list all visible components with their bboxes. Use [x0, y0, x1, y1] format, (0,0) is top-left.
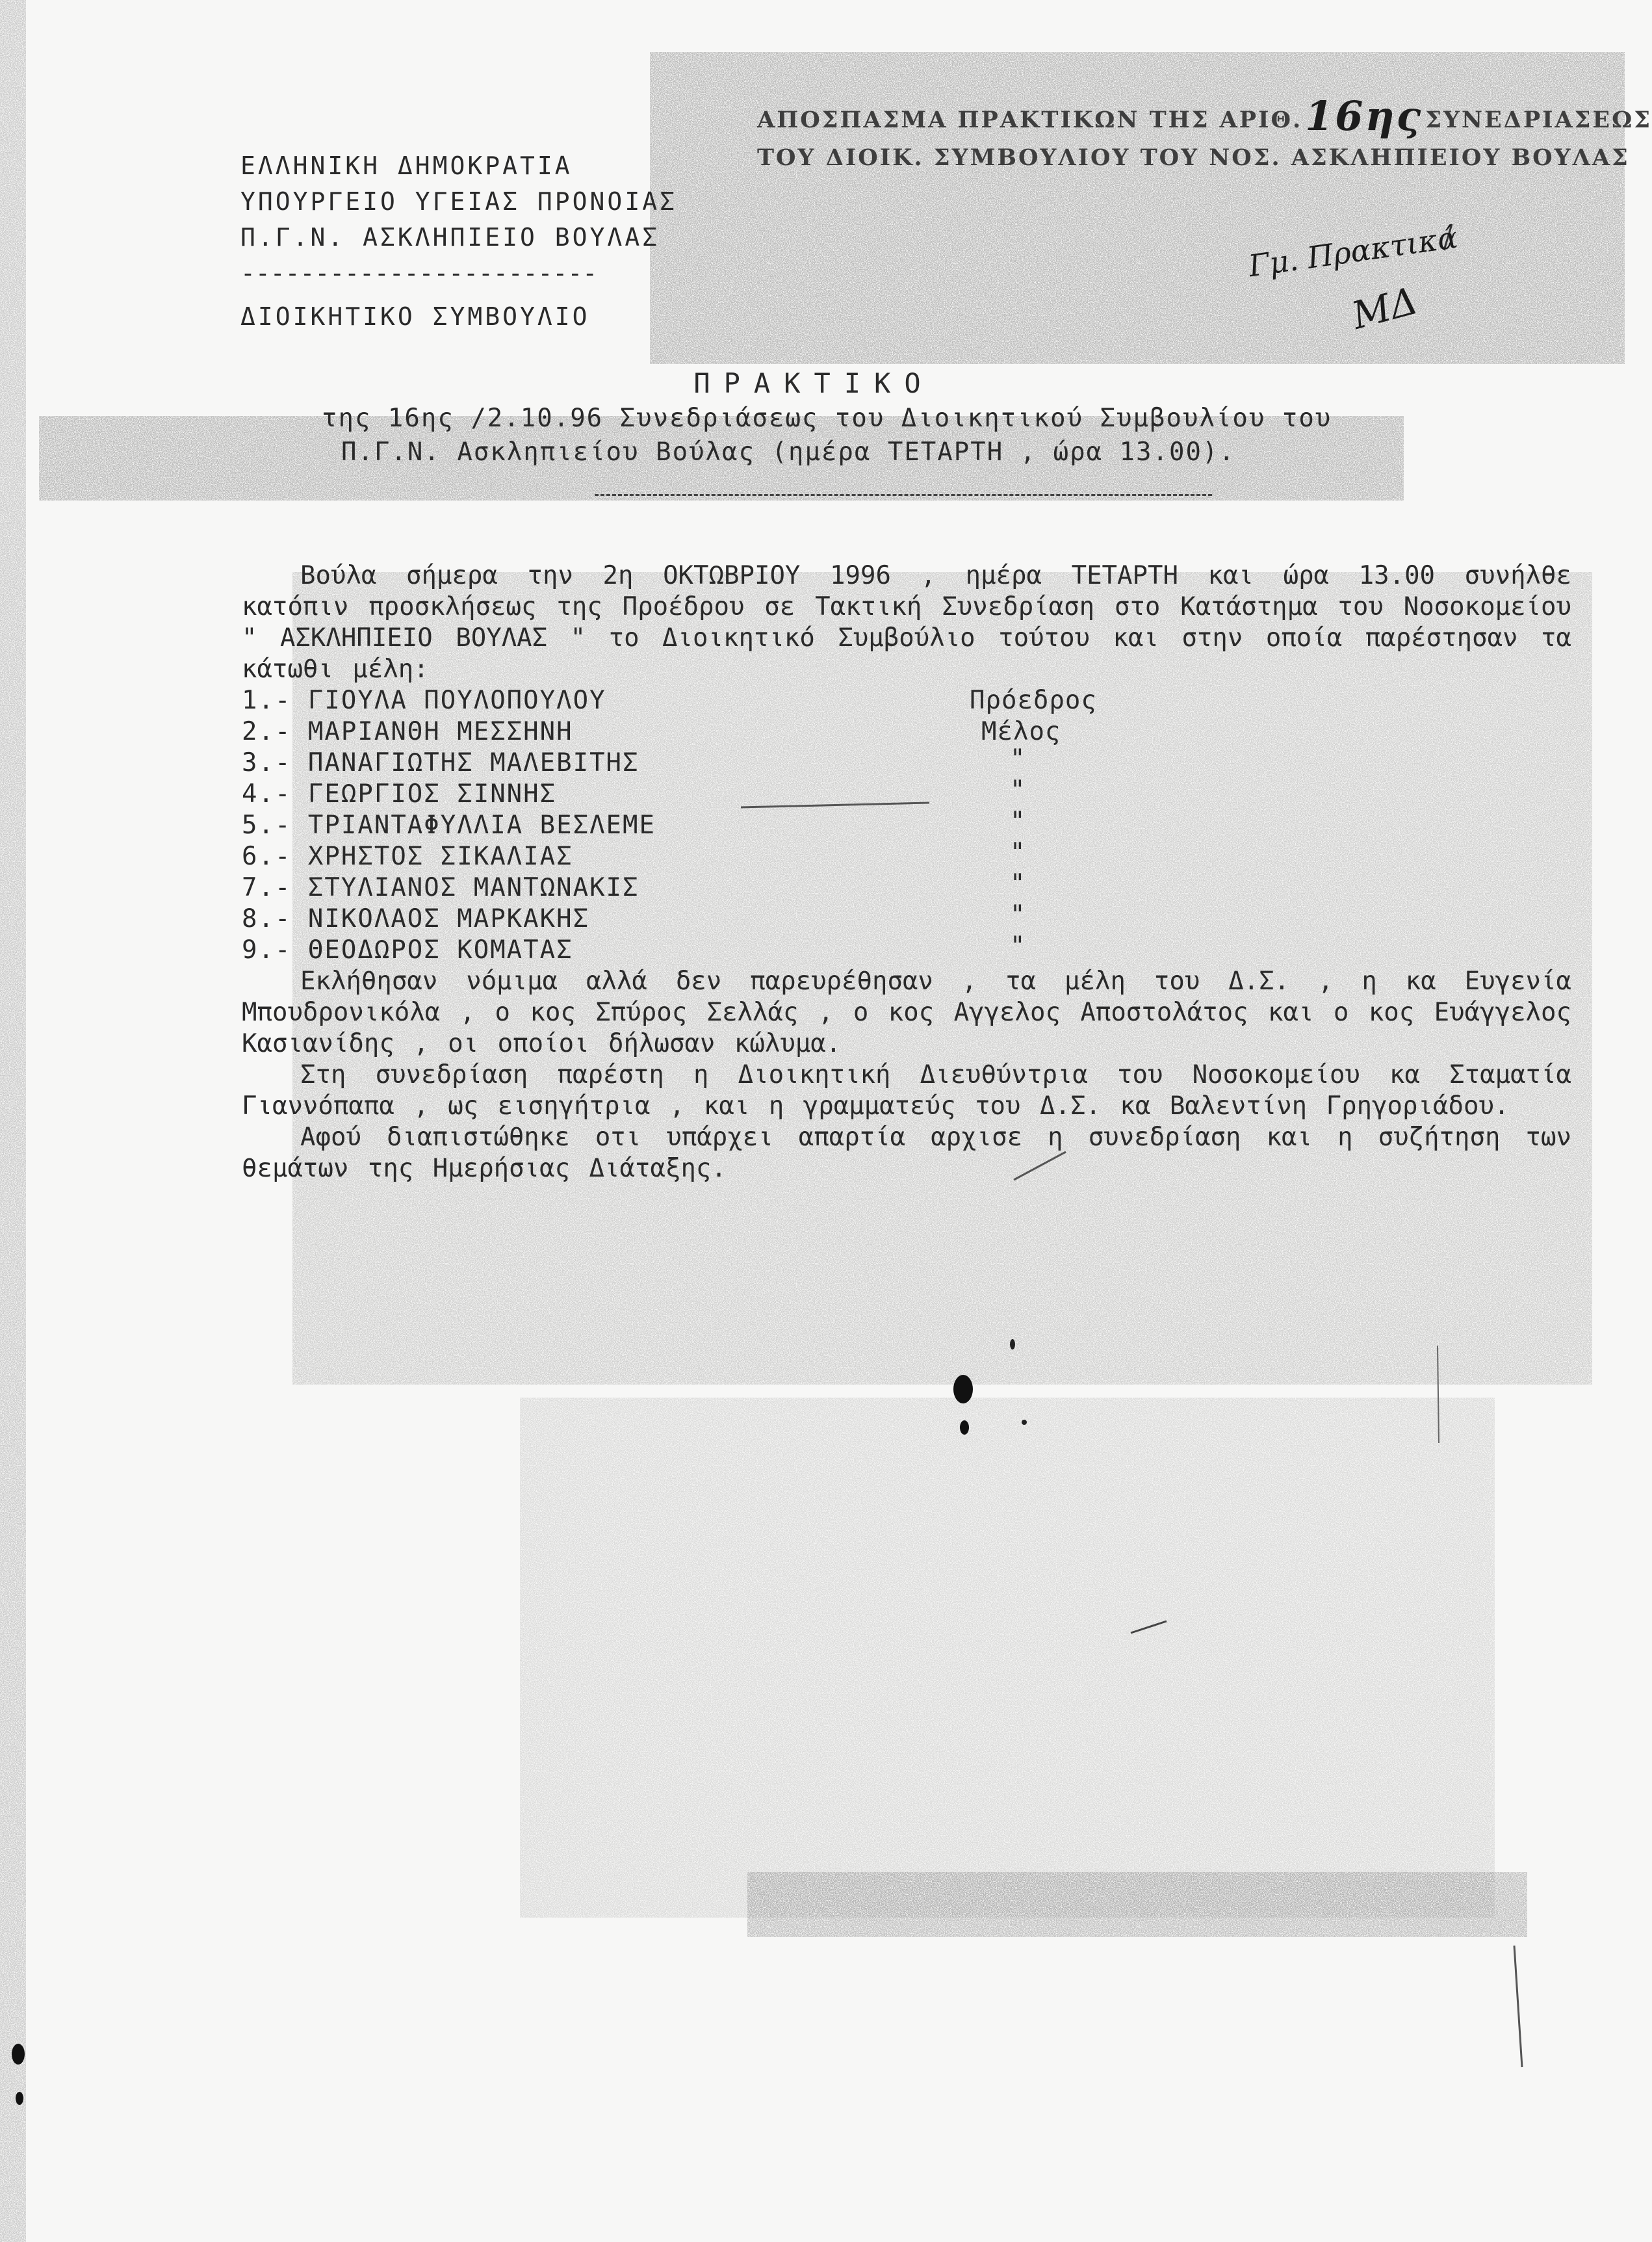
list-item [242, 744, 1571, 779]
member-name: 8.- ΝΙΚΟΛΑΟΣ ΜΑΡΚΑΚΗΣ [242, 904, 590, 933]
list-item [242, 776, 1571, 810]
quorum-paragraph: Αφού διαπιστώθηκε οτι υπάρχει απαρτία αρχισε η συνεδρίαση και η συζήτηση των θεμάτων της Ημερήσιας Διάταξης. [242, 1123, 1571, 1183]
list-item [242, 685, 1571, 716]
document-title: ΠΡΑΚΤΙΚΟ [693, 367, 935, 399]
subtitle-line-1: της 16ης /2.10.96 Συνεδριάσεως του Διοικητικού Συμβουλίου του [322, 404, 1332, 433]
member-name: 6.- ΧΡΗΣΤΟΣ ΣΙΚΑΛΙΑΣ [242, 842, 573, 871]
handwritten-note: Γμ. Πρακτικά [1246, 219, 1460, 284]
member-role: " [1010, 744, 1027, 774]
member-role: " [1010, 932, 1027, 961]
attendance-paragraph: Στη συνεδρίαση παρέστη η Διοικητική Διευθύντρια του Νοσοκομείου κα Σταματία Γιαννόπαπα , ως εισηγήτρια , και η γραμματεύς του Δ.Σ. κα Βαλεντίνη Γρηγοριάδου. [242, 1060, 1571, 1121]
member-name: 2.- ΜΑΡΙΑΝΘΗ ΜΕΣΣΗΝΗ [242, 717, 573, 746]
letterhead-hospital: Π.Γ.Ν. ΑΣΚΛΗΠΙΕΙΟ ΒΟΥΛΑΣ [240, 223, 660, 252]
document-subtitle [322, 402, 1332, 469]
member-role: Πρόεδρος [970, 686, 1097, 715]
list-item [242, 716, 1571, 748]
member-role: " [1010, 807, 1027, 836]
member-name: 7.- ΣΤΥΛΙΑΝΟΣ ΜΑΝΤΩΝΑΚΙΣ [242, 873, 639, 902]
member-role: " [1010, 869, 1027, 898]
stamp-line-1 [757, 92, 1652, 140]
intro-paragraph: Βούλα σήμερα την 2η ΟΚΤΩΒΡΙΟΥ 1996 , ημέρα ΤΕΤΑΡΤΗ και ώρα 13.00 συνήλθε κατόπιν προσκλήσεως της Προέδρου σε Τακτική Συνεδρίαση στο Κατάστημα του Νοσοκομείου " ΑΣΚΛΗΠΙΕΙΟ ΒΟΥΛΑΣ " το Διοικητικό Συμβούλιο τούτου και στην οποία παρέστησαν τα κάτωθι μέλη: [242, 561, 1571, 684]
letterhead-ministry: ΥΠΟΥΡΓΕΙΟ ΥΓΕΙΑΣ ΠΡΟΝΟΙΑΣ [240, 187, 677, 216]
member-name: 4.- ΓΕΩΡΓΙΟΣ ΣΙΝΝΗΣ [242, 779, 557, 809]
list-item [242, 900, 1571, 935]
minutes-body [242, 560, 1571, 1184]
letterhead-board: ΔΙΟΙΚΗΤΙΚΟ ΣΥΜΒΟΥΛΙΟ [240, 302, 590, 331]
stamp-line-2: ΤΟΥ ΔΙΟΙΚ. ΣΥΜΒΟΥΛΙΟΥ ΤΟΥ ΝΟΣ. ΑΣΚΛΗΠΙΕΙΟΥ ΒΟΥΛΑΣ [757, 144, 1630, 171]
list-item [242, 838, 1571, 872]
list-item [242, 932, 1571, 966]
handwritten-initials: ΜΔ [1347, 278, 1423, 338]
subtitle-line-2: Π.Γ.Ν. Ασκληπιείου Βούλας (ημέρα ΤΕΤΑΡΤΗ , ώρα 13.00). [341, 437, 1235, 467]
letterhead-country: ΕΛΛΗΝΙΚΗ ΔΗΜΟΚΡΑΤΙΑ [240, 151, 573, 180]
list-item [242, 807, 1571, 841]
members-list [242, 685, 1571, 966]
list-item [242, 869, 1571, 904]
section-divider [595, 494, 1212, 496]
member-name: 3.- ΠΑΝΑΓΙΩΤΗΣ ΜΑΛΕΒΙΤΗΣ [242, 748, 639, 777]
absent-members-paragraph: Εκλήθησαν νόμιμα αλλά δεν παρευρέθησαν , τα μέλη του Δ.Σ. , η κα Ευγενία Μπουδρονικόλα , ο κος Σπύρος Σελλάς , ο κος Αγγελος Αποστολάτος και ο κος Ευάγγελος Κασιανίδης , οι οποίοι δήλωσαν κώλυμα. [242, 967, 1571, 1058]
letterhead-rule: ------------------------ [240, 259, 598, 287]
member-name: 5.- ΤΡΙΑΝΤΑΦΥΛΛΙΑ ΒΕΣΛΕΜΕ [242, 811, 656, 840]
member-name: 1.- ΓΙΟΥΛΑ ΠΟΥΛΟΠΟΥΛΟΥ [242, 686, 606, 715]
stamp-prefix: ΑΠΟΣΠΑΣΜΑ ΠΡΑΚΤΙΚΩΝ ΤΗΣ ΑΡΙΘ. [757, 107, 1303, 133]
member-name: 9.- ΘΕΟΔΩΡΟΣ ΚΟΜΑΤΑΣ [242, 935, 573, 965]
member-role: " [1010, 776, 1027, 805]
member-role: Μέλος [981, 717, 1061, 746]
member-role: " [1010, 838, 1027, 867]
letterhead [240, 148, 677, 335]
session-number-handwritten: 16ης [1305, 92, 1423, 140]
excerpt-stamp [757, 92, 1652, 177]
member-role: " [1010, 900, 1027, 930]
stamp-suffix: ΣΥΝΕΔΡΙΑΣΕΩΣ [1425, 107, 1652, 133]
